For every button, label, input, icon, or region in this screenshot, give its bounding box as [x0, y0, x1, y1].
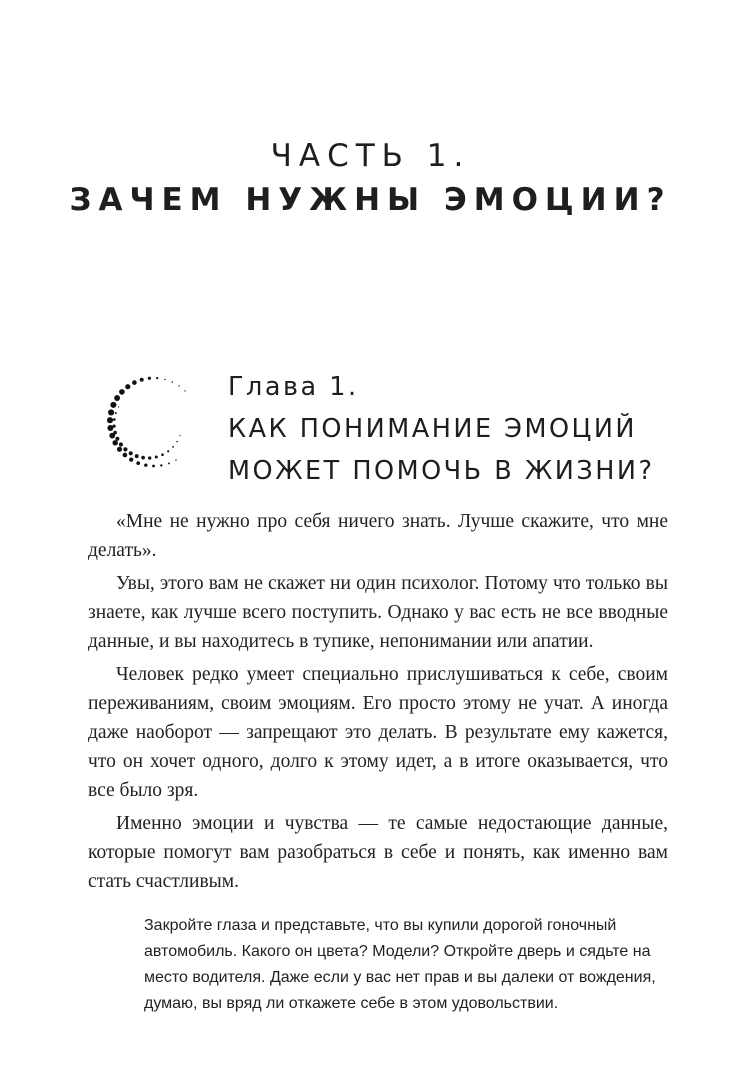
crescent-dot: [178, 385, 179, 386]
crescent-dot: [135, 454, 139, 458]
paragraph: Увы, этого вам не скажет ни один психолог. Потому что только вы знаете, как лучше всего поступить. Однако у вас есть не все вводные данные, и вы находитесь в тупике, непонимании или апатии.: [88, 573, 668, 652]
chapter-title-line-1: КАК ПОНИМАНИЕ ЭМОЦИЙ: [228, 414, 637, 444]
body-text: [88, 507, 668, 900]
crescent-dot: [117, 447, 122, 452]
crescent-dot: [156, 377, 158, 379]
paragraph: Человек редко умеет специально прислушиваться к себе, своим переживаниям, своим эмоциям. Его просто этому не учат. А иногда даже наоборот — запрещают это делать. В результате ему кажется, что он хочет одного, долго к этому идет, а в итоге оказывается, что все было зря.: [88, 664, 668, 801]
crescent-dot: [110, 402, 116, 408]
crescent-dot: [184, 390, 185, 391]
crescent-dot: [107, 417, 113, 423]
crescent-dot: [172, 446, 174, 448]
paragraph: «Мне не нужно про себя ничего знать. Лучше скажите, что мне делать».: [88, 511, 668, 561]
crescent-dot: [119, 442, 123, 446]
crescent-dot: [118, 406, 119, 407]
crescent-dot: [168, 462, 170, 464]
crescent-dot: [113, 431, 117, 435]
exercise-line: Закройте глаза и представьте, что вы купили дорогой гоночный: [144, 917, 617, 934]
crescent-dot: [152, 465, 155, 468]
part-number: ЧАСТЬ 1.: [270, 138, 471, 174]
crescent-dot: [123, 453, 128, 458]
crescent-dot: [175, 459, 176, 460]
crescent-dot: [115, 437, 119, 441]
crescent-dot: [129, 457, 133, 461]
crescent-dot: [123, 447, 127, 451]
crescent-dot: [155, 456, 158, 459]
crescent-dot: [112, 424, 115, 427]
crescent-dot: [179, 435, 180, 436]
crescent-dot: [148, 456, 151, 459]
crescent-dot: [132, 380, 137, 385]
exercise-text: [144, 913, 656, 1017]
crescent-dot: [119, 389, 125, 395]
crescent-dot: [144, 464, 147, 467]
crescent-dot: [176, 441, 177, 442]
paragraph: Именно эмоции и чувства — те самые недостающие данные, которые помогут вам разобраться в себе и понять, как именно вам стать счастливым.: [88, 813, 668, 892]
crescent-dot: [125, 384, 130, 389]
crescent-dot: [141, 456, 145, 460]
crescent-dot: [136, 461, 140, 465]
crescent-dot: [113, 418, 116, 421]
crescent-dot: [148, 377, 151, 380]
chapter-label: Глава 1.: [228, 372, 359, 402]
chapter-title-line-2: МОЖЕТ ПОМОЧЬ В ЖИЗНИ?: [228, 456, 655, 486]
crescent-dot: [129, 451, 133, 455]
crescent-dot: [164, 379, 165, 380]
chapter-heading: [228, 366, 655, 492]
crescent-dot: [172, 381, 173, 382]
exercise-line: место водителя. Даже если у вас нет прав и вы далеки от вождения,: [144, 969, 656, 986]
crescent-dot: [108, 409, 114, 415]
crescent-dot: [114, 395, 120, 401]
crescent-dot: [115, 412, 117, 414]
crescent-dot: [160, 464, 162, 466]
crescent-dot: [140, 378, 144, 382]
crescent-dot: [112, 440, 117, 445]
part-title: ЗАЧЕМ НУЖНЫ ЭМОЦИИ?: [69, 182, 672, 218]
dotted-crescent-icon: [84, 372, 224, 482]
crescent-dot: [161, 453, 164, 456]
crescent-dot: [167, 450, 169, 452]
exercise-line: думаю, вы вряд ли откажете себе в этом удовольствии.: [144, 995, 559, 1012]
exercise-line: автомобиль. Какого он цвета? Модели? Откройте дверь и сядьте на: [144, 943, 651, 960]
